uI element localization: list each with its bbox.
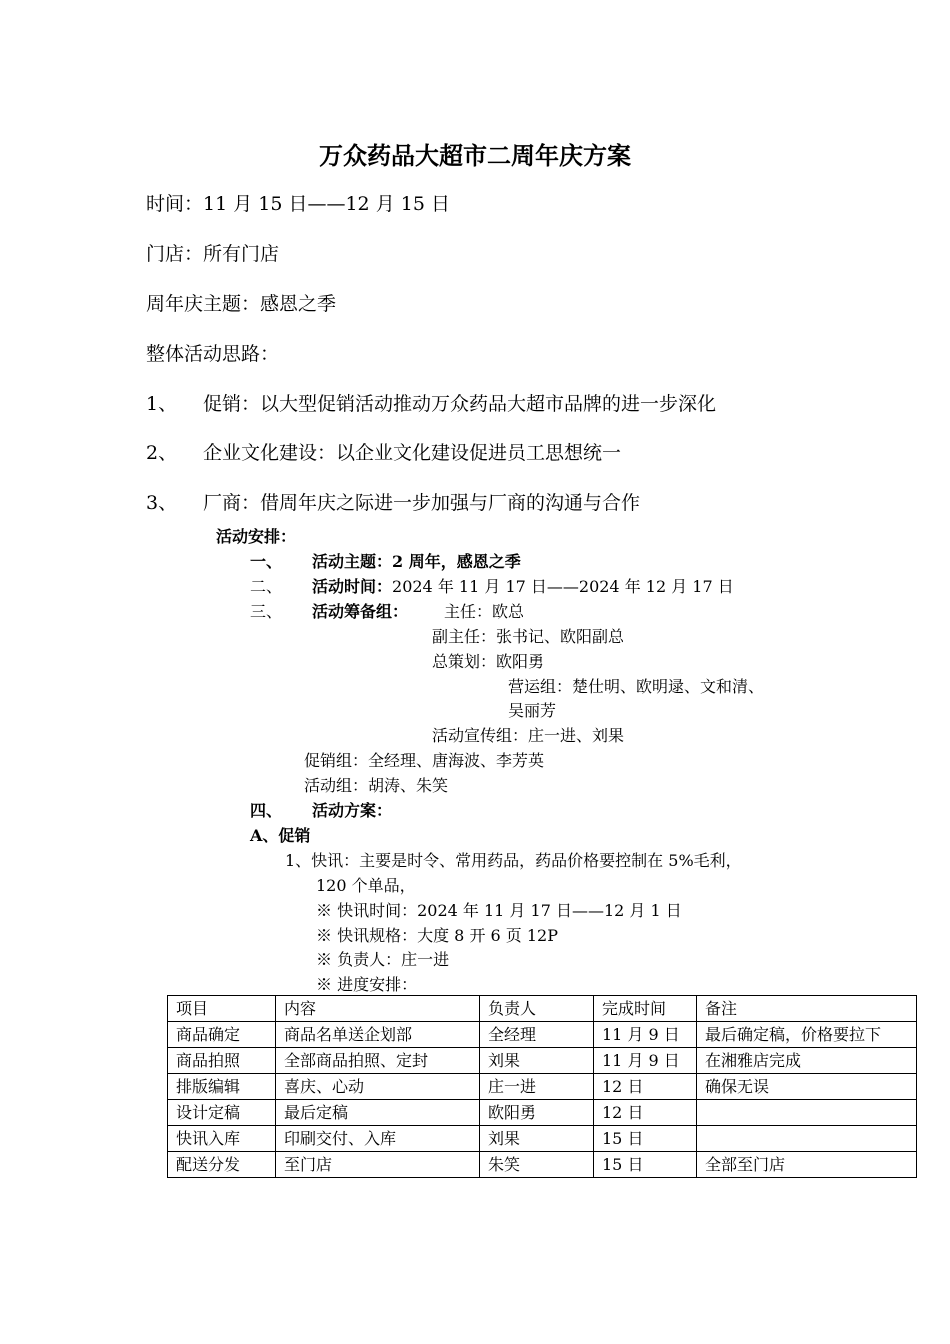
time-line: 时间：11 月 15 日——12 月 15 日 <box>146 193 450 215</box>
table-cell: 商品确定 <box>168 1022 276 1048</box>
section-plan-label: 活动方案： <box>312 801 393 820</box>
table-cell: 11 月 9 日 <box>594 1022 697 1048</box>
table-cell: 确保无误 <box>697 1074 917 1100</box>
table-cell: 全部商品拍照、定封 <box>276 1048 480 1074</box>
approach-item-number: 2、 <box>146 442 178 464</box>
plan-bullet: ※ 快讯规格：大度 8 开 6 页 12P <box>316 926 559 945</box>
table-row <box>168 1022 917 1048</box>
table-cell: 喜庆、心动 <box>276 1074 480 1100</box>
table-cell: 设计定稿 <box>168 1100 276 1126</box>
plan-bullet: ※ 负责人：庄一进 <box>316 950 450 969</box>
table-cell: 12 日 <box>594 1100 697 1126</box>
approach-heading: 整体活动思路： <box>146 343 280 365</box>
table-cell: 配送分发 <box>168 1152 276 1178</box>
committee-deputy: 副主任：张书记、欧阳副总 <box>432 627 625 646</box>
table-header-row <box>168 996 917 1022</box>
plan-bullet: ※ 快讯时间：2024 年 11 月 17 日——12 月 1 日 <box>316 901 682 920</box>
table-cell: 刘果 <box>480 1048 594 1074</box>
table-cell: 最后定稿 <box>276 1100 480 1126</box>
table-cell: 庄一进 <box>480 1074 594 1100</box>
table-cell: 刘果 <box>480 1126 594 1152</box>
table-cell: 全经理 <box>480 1022 594 1048</box>
schedule-table <box>167 995 917 1178</box>
table-row <box>168 1152 917 1178</box>
table-header-cell: 备注 <box>697 996 917 1022</box>
approach-item-text: 厂商：借周年庆之际进一步加强与厂商的沟通与合作 <box>203 492 641 514</box>
table-cell: 11 月 9 日 <box>594 1048 697 1074</box>
arrangement-heading: 活动安排： <box>216 527 297 546</box>
table-cell: 排版编辑 <box>168 1074 276 1100</box>
committee-promo-team: 促销组：全经理、唐海波、李芳英 <box>304 751 545 770</box>
table-cell: 全部至门店 <box>697 1152 917 1178</box>
table-cell: 商品拍照 <box>168 1048 276 1074</box>
table-header-cell: 内容 <box>276 996 480 1022</box>
table-cell: 12 日 <box>594 1074 697 1100</box>
theme-line: 周年庆主题：感恩之季 <box>146 293 337 315</box>
table-cell <box>697 1126 917 1152</box>
table-row <box>168 1126 917 1152</box>
plan-item1-line1: 1、快讯：主要是时令、常用药品，药品价格要控制在 5%毛利， <box>285 851 742 870</box>
table-cell: 印刷交付、入库 <box>276 1126 480 1152</box>
document-title: 万众药品大超市二周年庆方案 <box>319 141 631 170</box>
section-time <box>312 574 734 597</box>
committee-ops-line2: 吴丽芳 <box>508 701 557 720</box>
plan-item1-line2: 120 个单品， <box>316 876 416 895</box>
store-line: 门店：所有门店 <box>146 243 280 265</box>
table-row <box>168 1048 917 1074</box>
table-cell: 15 日 <box>594 1152 697 1178</box>
table-cell: 欧阳勇 <box>480 1100 594 1126</box>
plan-bullet: ※ 进度安排： <box>316 975 418 994</box>
approach-item-text: 促销：以大型促销活动推动万众药品大超市品牌的进一步深化 <box>203 393 717 415</box>
approach-item-text: 企业文化建设：以企业文化建设促进员工思想统一 <box>203 442 622 464</box>
committee-director: 主任：欧总 <box>444 602 525 621</box>
section-number: 二、 <box>250 577 283 596</box>
section-committee-label: 活动筹备组： <box>312 602 409 621</box>
table-cell: 至门店 <box>276 1152 480 1178</box>
section-time-label: 活动时间： <box>312 577 393 596</box>
table-cell: 最后确定稿，价格要拉下 <box>697 1022 917 1048</box>
table-cell: 商品名单送企划部 <box>276 1022 480 1048</box>
approach-item-number: 1、 <box>146 393 178 415</box>
table-cell: 快讯入库 <box>168 1126 276 1152</box>
table-header-cell: 完成时间 <box>594 996 697 1022</box>
table-header-cell: 项目 <box>168 996 276 1022</box>
plan-sub-a: A、促销 <box>250 826 311 845</box>
section-number: 三、 <box>250 602 283 621</box>
table-cell: 朱笑 <box>480 1152 594 1178</box>
section-number: 一、 <box>250 552 283 571</box>
table-row <box>168 1100 917 1126</box>
committee-planner: 总策划：欧阳勇 <box>432 652 545 671</box>
section-number: 四、 <box>250 801 283 820</box>
approach-item-number: 3、 <box>146 492 178 514</box>
table-header-cell: 负责人 <box>480 996 594 1022</box>
table-row <box>168 1074 917 1100</box>
table-cell <box>697 1100 917 1126</box>
committee-ops-line1: 营运组：楚仕明、欧明逯、文和清、 <box>508 677 765 696</box>
committee-activity-team: 活动组：胡涛、朱笑 <box>304 776 449 795</box>
committee-publicity: 活动宣传组：庄一进、刘果 <box>432 726 625 745</box>
section-theme: 活动主题：2 周年，感恩之季 <box>312 552 521 571</box>
table-cell: 15 日 <box>594 1126 697 1152</box>
table-cell: 在湘雅店完成 <box>697 1048 917 1074</box>
section-time-value: 2024 年 11 月 17 日——2024 年 12 月 17 日 <box>392 577 734 596</box>
